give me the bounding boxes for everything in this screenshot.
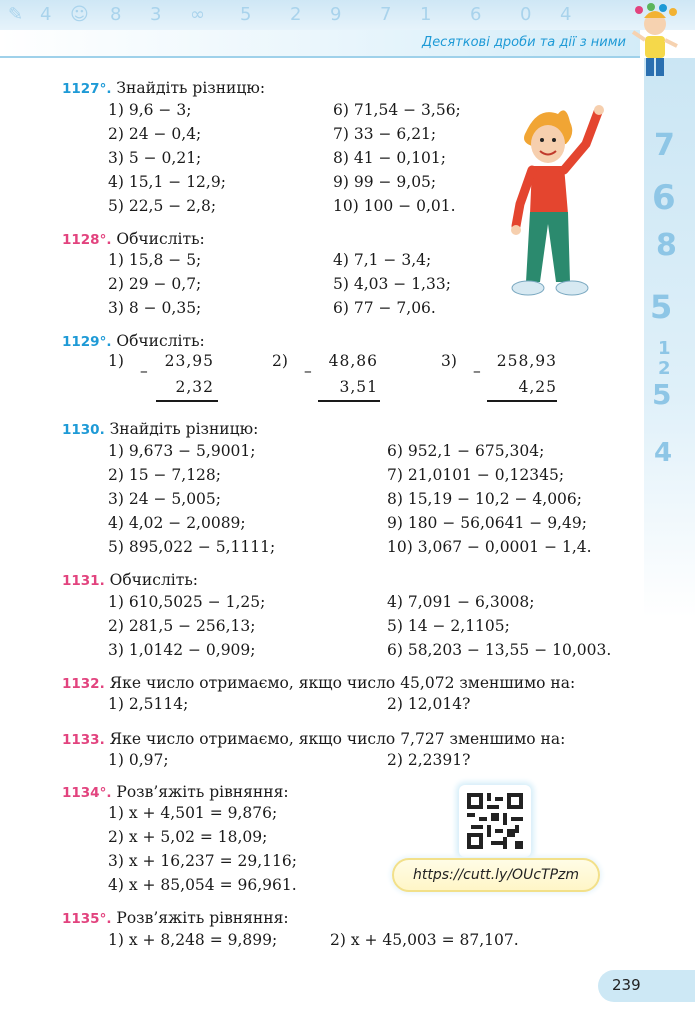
exercise-prompt: Обчисліть: [116, 332, 205, 350]
exercise-number: 1131. [62, 573, 105, 589]
page-number-tab [598, 970, 695, 1002]
minus-sign: – [304, 362, 312, 380]
task-item: 3) 24 − 5,005; [108, 490, 221, 508]
task-item: 10) 3,067 − 0,0001 − 1,4. [387, 538, 592, 556]
minuend: 48,86 [328, 352, 378, 370]
exercise-1128-right [333, 248, 451, 320]
task-item: 6) 71,54 − 3,56; [333, 101, 461, 119]
task-item: 3) 1,0142 − 0,909; [108, 641, 256, 659]
subtrahend: 4,25 [518, 378, 557, 396]
page-number: 239 [612, 976, 641, 994]
exercise-1134-header [62, 782, 289, 803]
task-item: 5) 22,5 − 2,8; [108, 197, 217, 215]
task-item: 9) 180 − 56,0641 − 9,49; [387, 514, 587, 532]
item-label: 3) [441, 352, 457, 370]
item-label: 1) [108, 352, 124, 370]
exercise-1130-left [108, 439, 275, 559]
exercise-1130-right [387, 439, 592, 559]
task-item: 4) 7,1 − 3,4; [333, 251, 432, 269]
task-item: 3) x + 16,237 = 29,116; [108, 852, 297, 870]
side-decor-band: 7 6 8 5 1 2 5 4 [644, 58, 695, 618]
task-item: 7) 21,0101 − 0,12345; [387, 466, 565, 484]
task-item: 4) 7,091 − 6,3008; [387, 593, 535, 611]
subtrahend: 3,51 [339, 378, 378, 396]
exercise-number: 1135°. [62, 911, 112, 927]
task-item: 2) 12,014? [387, 695, 471, 713]
task-item: 4) x + 85,054 = 96,961. [108, 876, 297, 894]
task-item: 2) 15 − 7,128; [108, 466, 221, 484]
exercise-number: 1129°. [62, 334, 112, 350]
task-item: 3) 8 − 0,35; [108, 299, 202, 317]
exercise-prompt: Обчисліть: [109, 571, 198, 589]
exercise-1135-right [330, 928, 519, 952]
qr-link-pill[interactable] [392, 858, 600, 892]
qr-link-text[interactable]: https://cutt.ly/OUcTPzm [412, 867, 580, 883]
exercise-prompt: Обчисліть: [116, 230, 205, 248]
task-item: 4) 4,02 − 2,0089; [108, 514, 246, 532]
minus-sign: – [473, 362, 481, 380]
exercise-number: 1134°. [62, 785, 112, 801]
exercise-1134-left [108, 801, 297, 897]
task-item: 5) 895,022 − 5,1111; [108, 538, 276, 556]
exercise-1131-right [387, 590, 611, 662]
exercise-1131-header [62, 570, 198, 591]
task-item: 1) 9,6 − 3; [108, 101, 192, 119]
task-item: 1) 0,97; [108, 751, 169, 769]
task-item: 2) 2,2391? [387, 751, 471, 769]
task-item: 1) 9,673 − 5,9001; [108, 442, 256, 460]
task-item: 2) x + 5,02 = 18,09; [108, 828, 268, 846]
task-item: 6) 952,1 − 675,304; [387, 442, 545, 460]
task-item: 2) x + 45,003 = 87,107. [330, 931, 519, 949]
exercise-prompt: Яке число отримаємо, якщо число 7,727 зменшимо на: [109, 730, 566, 748]
task-item: 1) x + 8,248 = 9,899; [108, 931, 278, 949]
task-item: 5) 14 − 2,1105; [387, 617, 510, 635]
exercise-1128-left [108, 248, 201, 320]
qr-code[interactable] [459, 785, 531, 857]
result-line [487, 400, 557, 402]
exercise-prompt: Знайдіть різницю: [116, 79, 266, 97]
task-item: 8) 15,19 − 10,2 − 4,006; [387, 490, 582, 508]
task-item: 4) 15,1 − 12,9; [108, 173, 226, 191]
exercise-1133-header [62, 729, 565, 750]
exercise-1129-header [62, 331, 205, 352]
task-item: 6) 58,203 − 13,55 − 10,003. [387, 641, 612, 659]
task-item: 5) 4,03 − 1,33; [333, 275, 451, 293]
minuend: 258,93 [496, 352, 557, 370]
minus-sign: – [140, 362, 148, 380]
exercise-1127-header [62, 78, 265, 99]
exercise-1127-right [333, 98, 461, 218]
exercise-1133-left [108, 748, 169, 772]
task-item: 2) 281,5 − 256,13; [108, 617, 256, 635]
exercise-1128-header [62, 229, 205, 250]
exercise-prompt: Розв’яжіть рівняння: [116, 783, 289, 801]
exercise-prompt: Яке число отримаємо, якщо число 45,072 зменшимо на: [109, 674, 576, 692]
result-line [156, 400, 218, 402]
exercise-1132-right [387, 692, 470, 716]
task-item: 1) 2,5114; [108, 695, 189, 713]
exercise-1135-header [62, 908, 289, 929]
exercise-1132-left [108, 692, 188, 716]
task-item: 2) 29 − 0,7; [108, 275, 202, 293]
qr-code-icon [467, 793, 523, 849]
subtrahend: 2,32 [175, 378, 214, 396]
top-decor-band: ✎ 4 ☺ 8 3 ∞ 5 2 9 7 1 6 0 4 [0, 0, 695, 30]
exercise-prompt: Розв’яжіть рівняння: [116, 909, 289, 927]
exercise-number: 1133. [62, 732, 105, 748]
exercise-number: 1132. [62, 676, 105, 692]
exercise-1133-right [387, 748, 470, 772]
exercise-number: 1128°. [62, 232, 112, 248]
section-title: Десяткові дроби та дії з ними [422, 35, 626, 50]
task-item: 1) 15,8 − 5; [108, 251, 202, 269]
task-item: 2) 24 − 0,4; [108, 125, 202, 143]
item-label: 2) [272, 352, 288, 370]
task-item: 6) 77 − 7,06. [333, 299, 436, 317]
task-item: 3) 5 − 0,21; [108, 149, 202, 167]
exercise-prompt: Знайдіть різницю: [109, 420, 259, 438]
exercise-1130-header [62, 419, 258, 440]
exercise-1127-left [108, 98, 226, 218]
exercise-number: 1130. [62, 422, 105, 438]
task-item: 1) 610,5025 − 1,25; [108, 593, 266, 611]
minuend: 23,95 [164, 352, 214, 370]
task-item: 9) 99 − 9,05; [333, 173, 437, 191]
task-item: 7) 33 − 6,21; [333, 125, 437, 143]
exercise-1132-header [62, 673, 575, 694]
task-item: 8) 41 − 0,101; [333, 149, 446, 167]
exercise-1135-left [108, 928, 277, 952]
task-item: 10) 100 − 0,01. [333, 197, 456, 215]
result-line [318, 400, 380, 402]
exercise-number: 1127°. [62, 81, 112, 97]
task-item: 1) x + 4,501 = 9,876; [108, 804, 278, 822]
exercise-1131-left [108, 590, 265, 662]
